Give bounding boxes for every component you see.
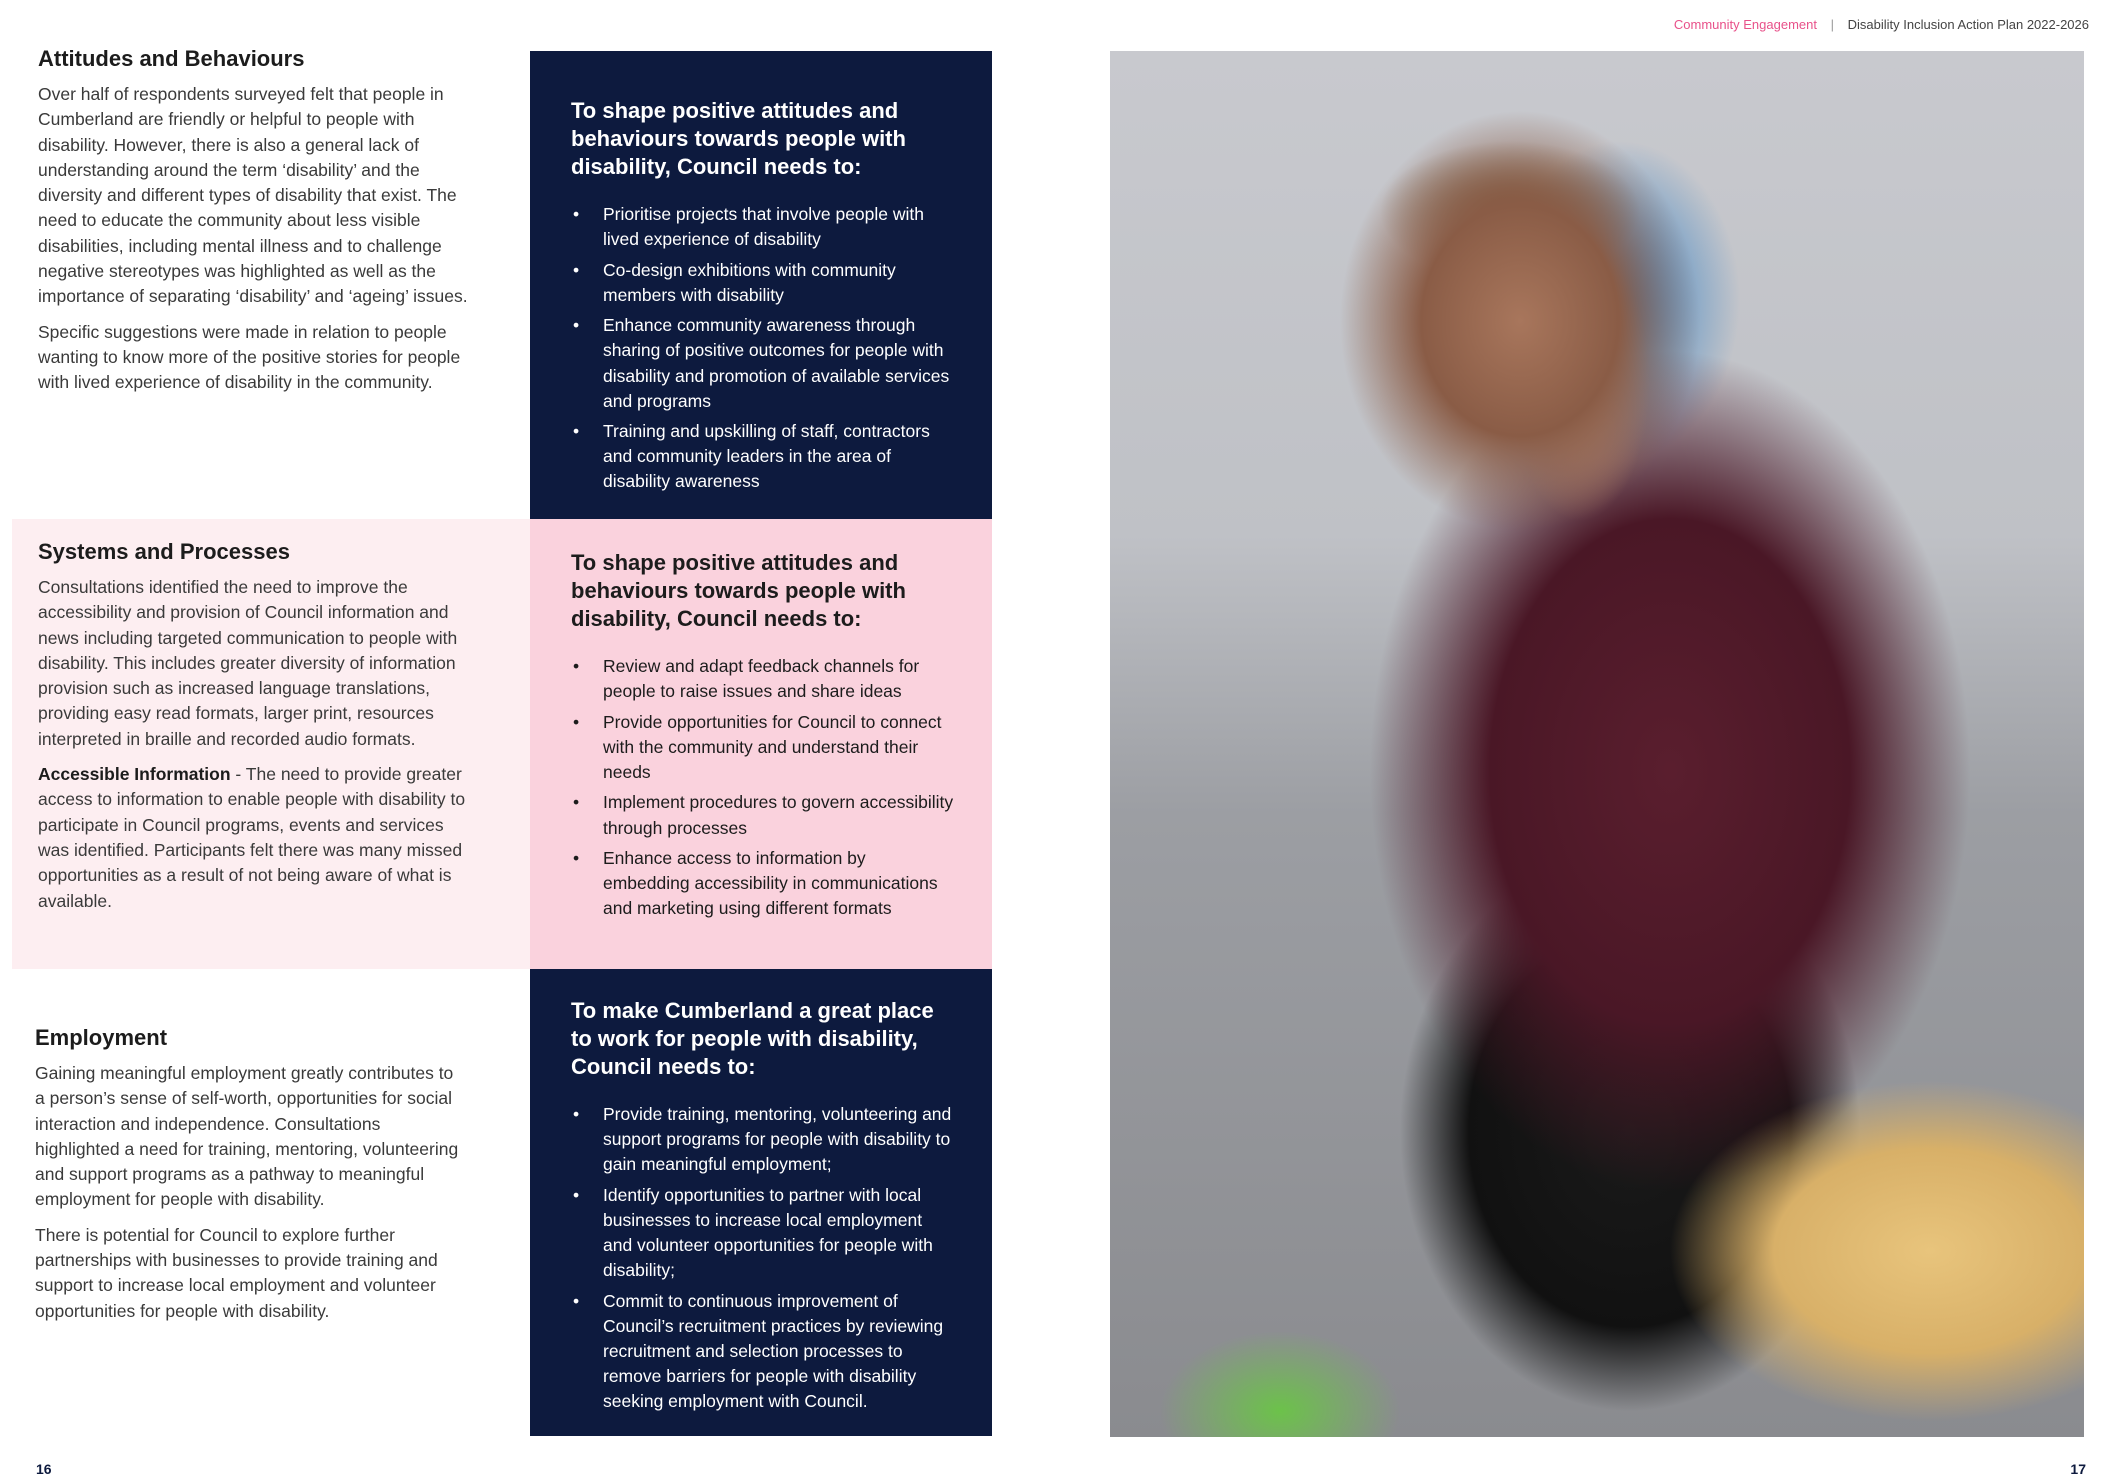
list-item: • Provide opportunities for Council to connect with the community and understand their needs bbox=[571, 710, 954, 785]
accessible-information-paragraph bbox=[38, 762, 478, 914]
systems-action-box bbox=[530, 519, 992, 969]
attitudes-action-title: To shape positive attitudes and behaviours towards people with disability, Council needs to: bbox=[571, 98, 906, 179]
systems-section bbox=[38, 539, 478, 914]
employment-paragraph-1: Gaining meaningful employment greatly contributes to a person’s sense of self-worth, opportunities for social interaction and independence. Consultations highlighted a need for training, mentoring, volunteering and support programs as a pathway to meaningful employment for people with disability. bbox=[35, 1063, 459, 1210]
attitudes-action-list bbox=[571, 202, 954, 495]
header-section: Community Engagement bbox=[1673, 17, 1817, 32]
woman-in-wheelchair-photo bbox=[1110, 51, 2084, 1437]
employment-action-title: To make Cumberland a great place to work for people with disability, Council needs to: bbox=[571, 998, 934, 1079]
employment-paragraph-2: There is potential for Council to explore further partnerships with businesses to provide training and support to increase local employment and volunteer opportunities for people with disability. bbox=[35, 1224, 438, 1321]
list-item: • Prioritise projects that involve people with lived experience of disability bbox=[571, 202, 954, 252]
systems-action-list bbox=[571, 654, 954, 921]
list-item: • Training and upskilling of staff, contractors and community leaders in the area of disability awareness bbox=[571, 419, 954, 494]
list-item: • Co-design exhibitions with community members with disability bbox=[571, 258, 954, 308]
header-separator: | bbox=[1830, 17, 1834, 32]
attitudes-paragraph-2: Specific suggestions were made in relation to people wanting to know more of the positive stories for people with lived experience of disability in the community. bbox=[38, 321, 461, 393]
list-item: • Identify opportunities to partner with local businesses to increase local employment and volunteer opportunities for people with disability; bbox=[571, 1183, 954, 1283]
list-item: • Enhance community awareness through sharing of positive outcomes for people with disability and promotion of available services and programs bbox=[571, 313, 954, 413]
page-number-left: 16 bbox=[36, 1461, 52, 1477]
employment-action-list bbox=[571, 1102, 954, 1414]
list-item: • Review and adapt feedback channels for people to raise issues and share ideas bbox=[571, 654, 954, 704]
list-item: • Commit to continuous improvement of Council’s recruitment practices by reviewing recruitment and selection processes to remove barriers for people with disability seeking employment with Council. bbox=[571, 1289, 954, 1414]
list-item: • Enhance access to information by embedding accessibility in communications and marketing using different formats bbox=[571, 846, 954, 921]
accessible-information-label: Accessible Information bbox=[38, 764, 231, 785]
attitudes-action-box bbox=[530, 51, 992, 519]
attitudes-heading: Attitudes and Behaviours bbox=[38, 46, 305, 71]
header-document-title: Disability Inclusion Action Plan 2022-2026 bbox=[1847, 17, 2089, 32]
accessible-information-text: - The need to provide greater access to information to enable people with disability to participate in Council programs, events and services was identified. Participants felt there was many missed opportunities as a result of not being aware of what is available. bbox=[38, 764, 466, 911]
employment-action-box bbox=[530, 969, 992, 1436]
employment-heading: Employment bbox=[35, 1025, 168, 1050]
systems-paragraph: Consultations identified the need to improve the accessibility and provision of Council information and news including targeted communication to people with disability. This includes greater diversity of information provision such as increased language translations, providing easy read formats, larger print, resources interpreted in braille and recorded audio formats. bbox=[38, 577, 458, 749]
attitudes-paragraph-1: Over half of respondents surveyed felt that people in Cumberland are friendly or helpful to people with disability. However, there is also a general lack of understanding around the term ‘disability’ and the diversity and different types of disability that exist. The need to educate the community about less visible disabilities, including mental illness and to challenge negative stereotypes was highlighted as well as the importance of separating ‘disability’ and ‘ageing’ issues. bbox=[38, 84, 468, 307]
list-item: • Implement procedures to govern accessibility through processes bbox=[571, 790, 954, 840]
running-header bbox=[1674, 17, 2089, 32]
attitudes-section bbox=[38, 46, 468, 396]
systems-heading: Systems and Processes bbox=[38, 539, 290, 564]
page-number-right: 17 bbox=[2070, 1461, 2086, 1477]
employment-section bbox=[35, 1025, 465, 1324]
list-item: • Provide training, mentoring, volunteering and support programs for people with disability to gain meaningful employment; bbox=[571, 1102, 954, 1177]
systems-action-title: To shape positive attitudes and behaviours towards people with disability, Council needs to: bbox=[571, 550, 906, 631]
